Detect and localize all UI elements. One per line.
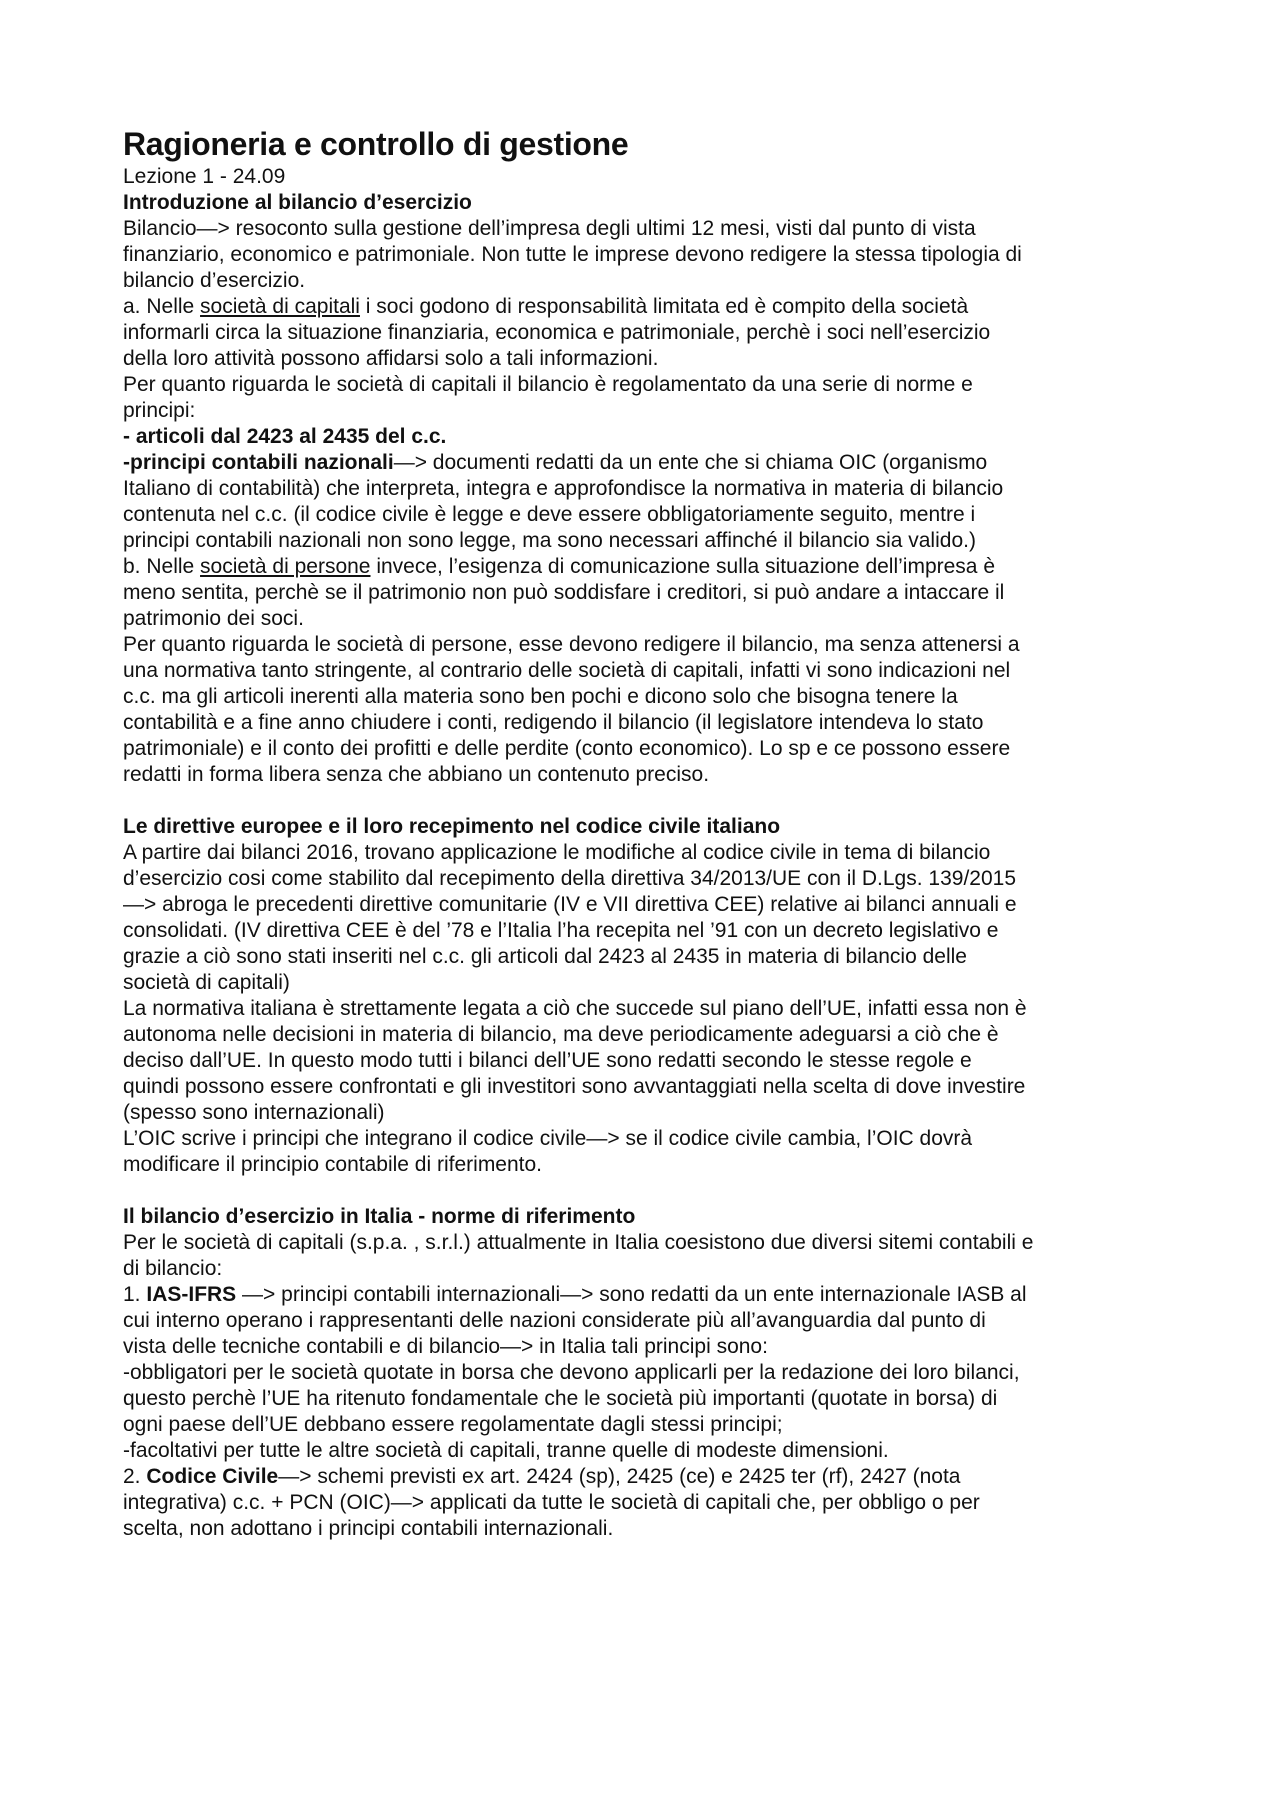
text-span: b. Nelle [123,555,201,578]
paragraph-spacer [123,788,1183,814]
text-line: c.c. ma gli articoli inerenti alla materia sono ben pochi e dicono solo che bisogna tenere la [123,685,958,708]
text-line: cui interno operano i rappresentanti delle nazioni considerate più all’avanguardia dal punto di [123,1309,986,1332]
text-line: Italiano di contabilità) che interpreta, integra e approfondisce la normativa in materia di bilancio [123,477,1004,500]
text-line: ogni paese dell’UE debbano essere regolamentate dagli stessi principi; [123,1413,783,1436]
section-heading-norme: Il bilancio d’esercizio in Italia - norme di riferimento [123,1205,636,1228]
bullet-principi-first-line [123,450,1183,476]
text-span: i soci godono di responsabilità limitata ed è compito della società [359,295,969,318]
text-line: contabilità e a fine anno chiudere i conti, redigendo il bilancio (il legislatore intendeva lo stato [123,711,984,734]
text-line: integrativa) c.c. + PCN (OIC)—> applicati da tutte le società di capitali che, per obbligo o per [123,1491,980,1514]
section-heading-intro: Introduzione al bilancio d’esercizio [123,191,472,214]
document-title: Ragioneria e controllo di gestione [123,126,629,162]
paragraph-spacer [123,1178,1183,1204]
item-codice-first-line [123,1464,1183,1490]
text-span: invece, l’esigenza di comunicazione sulla situazione dell’impresa è [370,555,996,578]
text-line: Per quanto riguarda le società di capitali il bilancio è regolamentato da una serie di norme e [123,373,973,396]
text-line: patrimonio dei soci. [123,607,304,630]
text-span: —> schemi previsti ex art. 2424 (sp), 2425 (ce) e 2425 ter (rf), 2427 (nota [278,1465,961,1488]
text-line: della loro attività possono affidarsi solo a tali informazioni. [123,347,659,370]
item-ias-first-line [123,1282,1183,1308]
text-line: modificare il principio contabile di riferimento. [123,1153,543,1176]
text-line: bilancio d’esercizio. [123,269,306,292]
text-line: Per le società di capitali (s.p.a. , s.r.l.) attualmente in Italia coesistono due diversi sitemi contabili e [123,1231,1034,1254]
text-line: principi contabili nazionali non sono legge, ma sono necessari affinché il bilancio sia valido.) [123,529,976,552]
text-line: —> abroga le precedenti direttive comunitarie (IV e VII direttiva CEE) relative ai bilanci annuali e [123,893,1017,916]
text-line: vista delle tecniche contabili e di bilancio—> in Italia tali principi sono: [123,1335,768,1358]
text-line: informarli circa la situazione finanziaria, economica e patrimoniale, perchè i soci nell’esercizio [123,321,991,344]
text-line: -facoltativi per tutte le altre società di capitali, tranne quelle di modeste dimensioni. [123,1439,889,1462]
text-line: Per quanto riguarda le società di persone, esse devono redigere il bilancio, ma senza attenersi a [123,633,1020,656]
text-line: La normativa italiana è strettamente legata a ciò che succede sul piano dell’UE, infatti essa non è [123,997,1027,1020]
text-span: —> principi contabili internazionali—> sono redatti da un ente internazionale IASB al [236,1283,1027,1306]
text-line: questo perchè l’UE ha ritenuto fondamentale che le società più importanti (quotate in borsa) di [123,1387,998,1410]
text-span: 1. [123,1283,147,1306]
text-line: autonoma nelle decisioni in materia di bilancio, ma deve periodicamente adeguarsi a ciò che è [123,1023,999,1046]
text-line: L’OIC scrive i principi che integrano il codice civile—> se il codice civile cambia, l’OIC dovrà [123,1127,973,1150]
text-span: —> documenti redatti da un ente che si chiama OIC (organismo [393,451,988,474]
text-line: quindi possono essere confrontati e gli investitori sono avvantaggiati nella scelta di dove investire [123,1075,1026,1098]
text-line: società di capitali) [123,971,290,994]
text-line: deciso dall’UE. In questo modo tutti i bilanci dell’UE sono redatti secondo le stesse regole e [123,1049,972,1072]
text-line: patrimoniale) e il conto dei profitti e delle perdite (conto economico). Lo sp e ce possono essere [123,737,1011,760]
bold-term-principi: -principi contabili nazionali [123,451,394,474]
text-line: A partire dai bilanci 2016, trovano applicazione le modifiche al codice civile in tema di bilancio [123,841,991,864]
text-line: -obbligatori per le società quotate in borsa che devono applicarli per la redazione dei loro bilanci, [123,1361,1020,1384]
text-line: una normativa tanto stringente, al contrario delle società di capitali, infatti vi sono indicazioni nel [123,659,1011,682]
text-line: grazie a ciò sono stati inseriti nel c.c. gli articoli dal 2423 al 2435 in materia di bilancio delle [123,945,967,968]
text-line: principi: [123,399,196,422]
text-line: consolidati. (IV direttiva CEE è del ’78 e l’Italia l’ha recepita nel ’91 con un decreto legislativo e [123,919,999,942]
paragraph-b-first-line [123,554,1183,580]
lesson-label: Lezione 1 - 24.09 [123,165,286,188]
text-line: meno sentita, perchè se il patrimonio non può soddisfare i creditori, si può andare a intaccare il [123,581,1005,604]
bullet-articoli: - articoli dal 2423 al 2435 del c.c. [123,425,447,448]
text-line: scelta, non adottano i principi contabili internazionali. [123,1517,614,1540]
text-span: 2. [123,1465,147,1488]
text-line: Bilancio—> resoconto sulla gestione dell’impresa degli ultimi 12 mesi, visti dal punto di vista [123,217,976,240]
document-page [123,124,1183,1542]
section-heading-direttive: Le direttive europee e il loro recepimento nel codice civile italiano [123,815,781,838]
text-line: finanziario, economico e patrimoniale. Non tutte le imprese devono redigere la stessa tipologia di [123,243,1022,266]
paragraph-a-first-line [123,294,1183,320]
text-line: d’esercizio cosi come stabilito dal recepimento della direttiva 34/2013/UE con il D.Lgs. 139/2015 [123,867,1016,890]
text-line: (spesso sono internazionali) [123,1101,385,1124]
underlined-term-societa-persone: società di persone [200,555,371,578]
text-line: redatti in forma libera senza che abbiano un contenuto preciso. [123,763,710,786]
text-line: contenuta nel c.c. (il codice civile è legge e deve essere obbligatoriamente seguito, mentre i [123,503,976,526]
bold-term-ias-ifrs: IAS-IFRS [146,1283,237,1306]
text-line: di bilancio: [123,1257,223,1280]
underlined-term-societa-capitali: società di capitali [200,295,360,318]
text-span: a. Nelle [123,295,201,318]
bold-term-codice-civile: Codice Civile [146,1465,279,1488]
